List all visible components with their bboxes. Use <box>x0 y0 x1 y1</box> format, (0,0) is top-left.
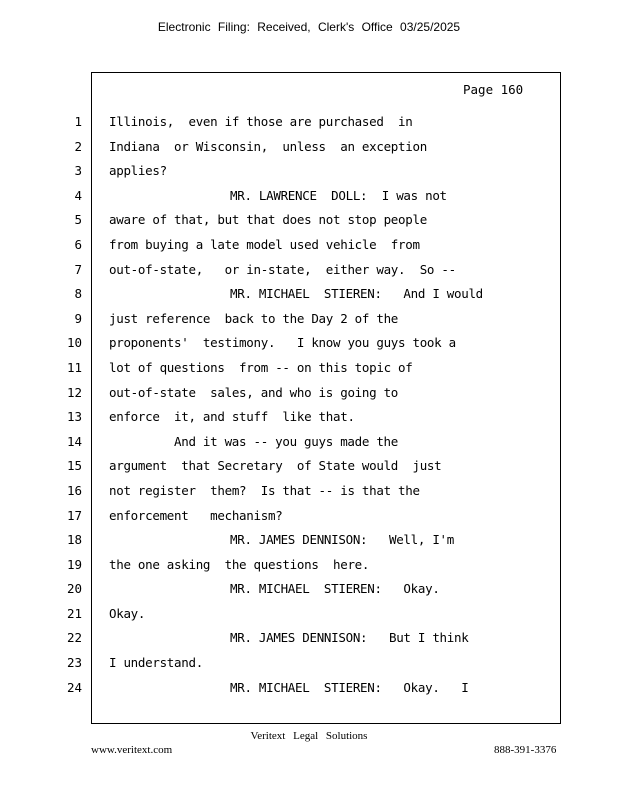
line-number: 1 <box>74 114 82 129</box>
line-number: 22 <box>66 630 82 646</box>
line-number: 19 <box>66 556 82 572</box>
line-text: out-of-state sales, and who is going to <box>109 384 399 400</box>
transcript-line <box>0 553 618 578</box>
transcript-line <box>0 430 618 455</box>
transcript-line <box>0 258 618 283</box>
line-text: lot of questions from -- on this topic of <box>109 359 413 375</box>
line-number: 2 <box>74 138 82 154</box>
footer-company: Veritext Legal Solutions <box>250 730 368 742</box>
transcript-body <box>0 110 618 700</box>
line-text: MR. MICHAEL STIEREN: Okay. <box>230 581 440 597</box>
transcript-line <box>0 110 618 135</box>
line-text: Okay. <box>109 605 146 621</box>
line-text: Illinois, even if those are purchased in <box>109 114 413 129</box>
transcript-line <box>0 331 618 356</box>
line-text: argument that Secretary of State would just <box>109 458 442 474</box>
transcript-line <box>0 184 618 209</box>
line-text: MR. MICHAEL STIEREN: Okay. I <box>230 679 469 695</box>
filing-stamp: Electronic Filing: Received, Clerk's Office 03/25/2025 <box>157 20 461 34</box>
line-text: proponents' testimony. I know you guys took a <box>109 335 456 351</box>
line-number: 13 <box>66 409 82 425</box>
transcript-line <box>0 626 618 651</box>
line-number: 23 <box>66 655 82 671</box>
footer-website: www.veritext.com <box>91 744 173 756</box>
line-text: just reference back to the Day 2 of the <box>109 310 399 326</box>
line-text: applies? <box>109 163 167 179</box>
line-text: the one asking the questions here. <box>109 556 370 572</box>
line-number: 17 <box>66 507 82 523</box>
transcript-line <box>0 676 618 701</box>
line-text: out-of-state, or in-state, either way. So -- <box>109 261 456 277</box>
page-number: Page 160 <box>463 82 524 97</box>
transcript-line <box>0 405 618 430</box>
line-number: 14 <box>66 433 82 449</box>
line-text: enforce it, and stuff like that. <box>109 409 355 425</box>
transcript-line <box>0 479 618 504</box>
transcript-line <box>0 208 618 233</box>
line-number: 16 <box>66 482 82 498</box>
transcript-line <box>0 454 618 479</box>
line-text: And it was -- you guys made the <box>174 433 398 449</box>
line-number: 10 <box>66 335 82 351</box>
line-text: MR. MICHAEL STIEREN: And I would <box>230 286 483 302</box>
line-text: MR. JAMES DENNISON: But I think <box>230 630 469 646</box>
line-text: I understand. <box>109 655 203 671</box>
transcript-line <box>0 307 618 332</box>
transcript-line <box>0 528 618 553</box>
line-text: from buying a late model used vehicle from <box>109 236 420 252</box>
transcript-line <box>0 282 618 307</box>
line-text: not register them? Is that -- is that the <box>109 482 420 498</box>
line-number: 7 <box>74 261 82 277</box>
line-number: 8 <box>74 286 82 302</box>
transcript-line <box>0 504 618 529</box>
line-number: 9 <box>74 310 82 326</box>
transcript-line <box>0 577 618 602</box>
line-number: 3 <box>74 163 82 179</box>
line-number: 21 <box>66 605 82 621</box>
line-number: 20 <box>66 581 82 597</box>
line-text: MR. JAMES DENNISON: Well, I'm <box>230 532 454 548</box>
line-number: 4 <box>74 187 82 203</box>
line-number: 12 <box>66 384 82 400</box>
line-number: 11 <box>66 359 82 375</box>
line-text: Indiana or Wisconsin, unless an exception <box>109 138 427 154</box>
transcript-line <box>0 159 618 184</box>
line-text: MR. LAWRENCE DOLL: I was not <box>230 187 447 203</box>
transcript-line <box>0 381 618 406</box>
line-number: 5 <box>74 212 82 228</box>
transcript-line <box>0 602 618 627</box>
line-number: 6 <box>74 236 82 252</box>
line-number: 24 <box>66 679 82 695</box>
transcript-line <box>0 651 618 676</box>
line-text: aware of that, but that does not stop people <box>109 212 427 228</box>
line-text: enforcement mechanism? <box>109 507 283 523</box>
line-number: 15 <box>66 458 82 474</box>
transcript-line <box>0 135 618 160</box>
footer-phone: 888-391-3376 <box>494 744 557 756</box>
line-number: 18 <box>66 532 82 548</box>
transcript-line <box>0 356 618 381</box>
transcript-line <box>0 233 618 258</box>
